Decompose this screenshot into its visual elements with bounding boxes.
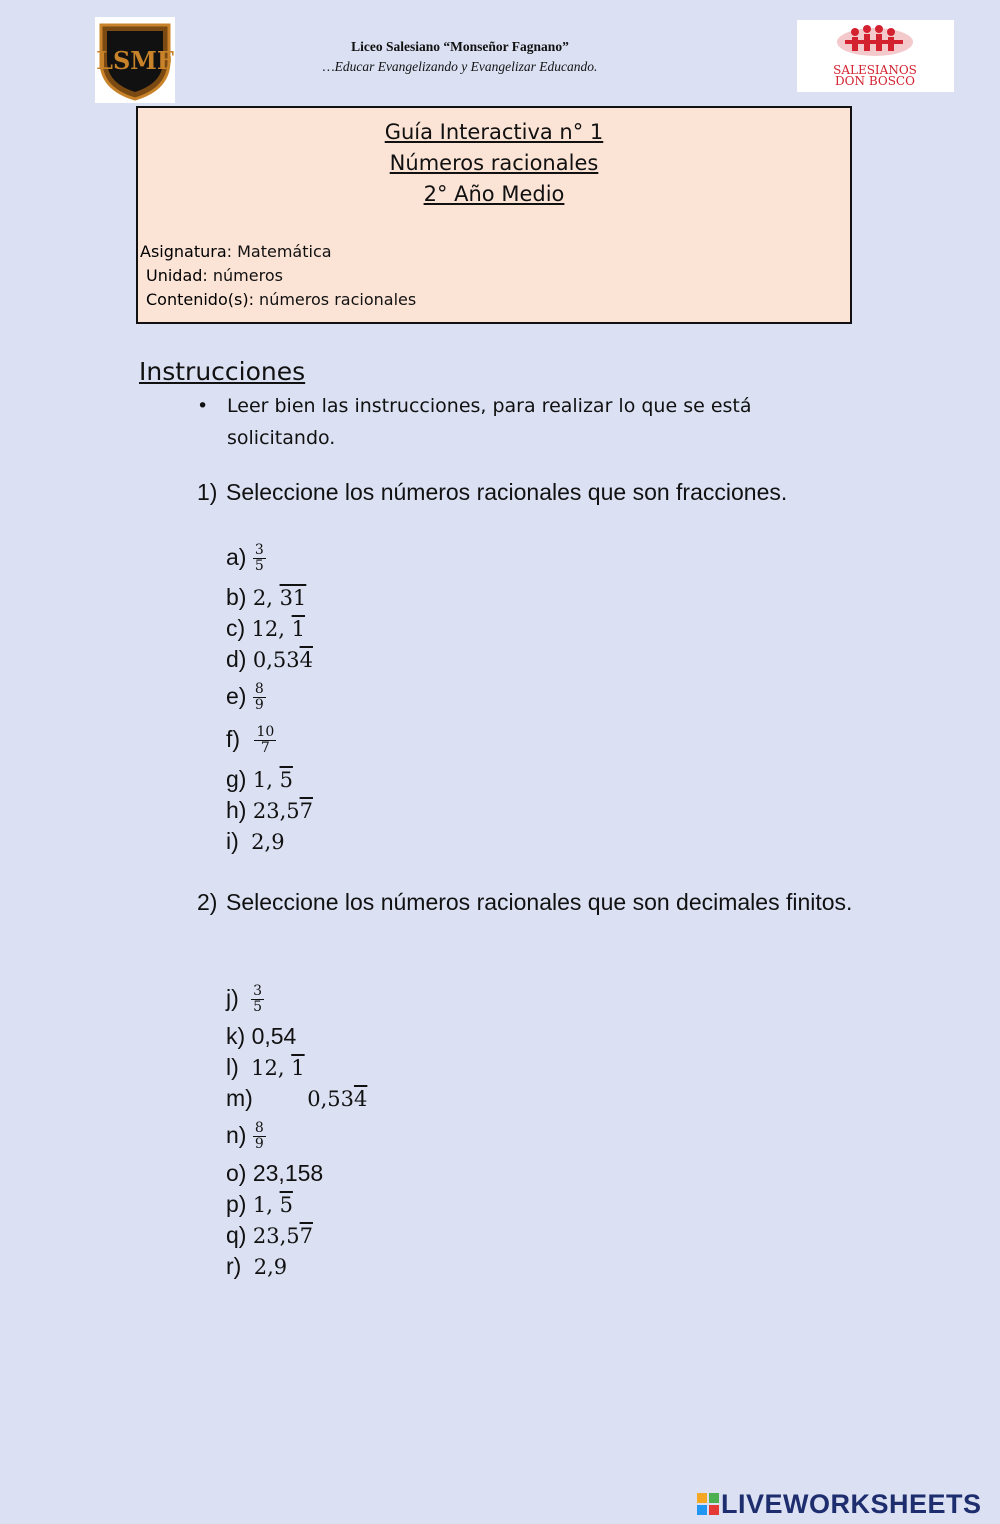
option-b[interactable] [226, 582, 306, 612]
option-e[interactable] [226, 681, 266, 714]
semiperiodic-decimal: 0,534 [307, 1087, 368, 1111]
logo-lettering: LSMF [96, 46, 174, 75]
contenido-row [146, 290, 416, 309]
option-i[interactable] [226, 826, 285, 856]
decimal-value: 2,9 [251, 830, 285, 854]
option-label: h) [226, 797, 247, 823]
decimal-value: 2,9 [253, 1255, 288, 1279]
periodic-decimal: 12, 1 [251, 617, 306, 641]
option-a[interactable] [226, 542, 266, 575]
question-text: Seleccione los números racionales que son fracciones. [226, 479, 788, 505]
school-motto: …Educar Evangelizando y Evangelizar Educando. [322, 59, 598, 74]
option-f[interactable] [226, 724, 276, 757]
fraction: $\frac{8}{9}$ [254, 681, 264, 714]
question-number: 1) [197, 479, 218, 505]
option-n[interactable] [226, 1120, 266, 1153]
option-m[interactable] [226, 1083, 367, 1113]
option-label: a) [226, 544, 247, 570]
salesianos-logo [797, 20, 954, 92]
brand-text: LIVEWORKSHEETS [721, 1489, 982, 1519]
instructions-heading: Instrucciones [139, 357, 306, 386]
school-header [240, 37, 680, 77]
option-p[interactable] [226, 1189, 293, 1219]
question-number: 2) [197, 889, 218, 915]
option-label: q) [226, 1222, 247, 1248]
logo-lettering: DON BOSCO [835, 74, 915, 88]
option-c[interactable] [226, 613, 305, 643]
option-label: c) [226, 615, 246, 641]
school-logo [95, 17, 175, 103]
bullet-icon: • [197, 395, 209, 417]
fraction: $\frac{8}{9}$ [254, 1120, 264, 1153]
option-label: g) [226, 766, 247, 792]
option-label: k) [226, 1023, 246, 1049]
periodic-decimal: 1, 5 [252, 1193, 293, 1217]
title-box [136, 106, 852, 324]
contenido-value: números racionales [253, 290, 417, 309]
option-q[interactable] [226, 1220, 313, 1250]
fraction: $\frac{3}{5}$ [254, 542, 264, 575]
asignatura-label: Asignatura [140, 242, 227, 261]
option-k[interactable] [226, 1021, 296, 1051]
question-1 [197, 477, 877, 537]
option-h[interactable] [226, 795, 313, 825]
option-label: m) [226, 1085, 253, 1111]
instruction-text: Leer bien las instrucciones, para realizar lo que se está solicitando. [227, 395, 752, 449]
option-o[interactable] [226, 1158, 323, 1188]
semiperiodic-decimal: 0,534 [252, 648, 313, 672]
option-label: o) [226, 1160, 247, 1186]
asignatura-row [140, 242, 332, 261]
question-text: Seleccione los números racionales que son decimales finitos. [226, 889, 853, 915]
option-label: j) [226, 985, 239, 1011]
liveworksheets-logo[interactable] [697, 1489, 982, 1520]
option-label: i) [226, 828, 239, 854]
semiperiodic-decimal: 23,57 [252, 799, 313, 823]
semiperiodic-decimal: 23,57 [252, 1224, 313, 1248]
option-label: n) [226, 1122, 247, 1148]
option-j[interactable] [226, 983, 264, 1016]
asignatura-value: : Matemática [226, 242, 332, 261]
option-label: p) [226, 1191, 247, 1217]
option-r[interactable] [226, 1251, 287, 1281]
unidad-label: Unidad [146, 266, 203, 285]
option-label: l) [226, 1054, 239, 1080]
option-label: r) [226, 1253, 242, 1279]
decimal-value: 0,54 [251, 1023, 297, 1049]
contenido-label: Contenido(s): [146, 290, 254, 309]
fraction: $\frac{3}{5}$ [253, 983, 263, 1016]
decimal-value: 23,158 [252, 1160, 324, 1186]
grade-title: 2° Año Medio [423, 182, 565, 206]
option-label: f) [226, 726, 241, 752]
option-label: b) [226, 584, 247, 610]
logo-lettering: SALESIANOS [833, 63, 917, 77]
unidad-row [146, 266, 283, 285]
option-label: e) [226, 683, 247, 709]
unidad-value: : números [202, 266, 283, 285]
fraction: $\frac{10}{7}$ [256, 724, 275, 757]
school-name: Liceo Salesiano “Monseñor Fagnano” [351, 39, 569, 54]
guide-title: Guía Interactiva n° 1 [384, 120, 604, 144]
periodic-decimal: 2, 31 [252, 586, 307, 610]
option-g[interactable] [226, 764, 293, 794]
periodic-decimal: 1, 5 [252, 768, 293, 792]
topic-title: Números racionales [389, 151, 599, 175]
option-d[interactable] [226, 644, 313, 674]
liveworksheets-icon [697, 1493, 719, 1515]
option-l[interactable] [226, 1052, 305, 1082]
option-label: d) [226, 646, 247, 672]
question-2 [197, 887, 877, 947]
periodic-decimal: 12, 1 [251, 1056, 305, 1080]
